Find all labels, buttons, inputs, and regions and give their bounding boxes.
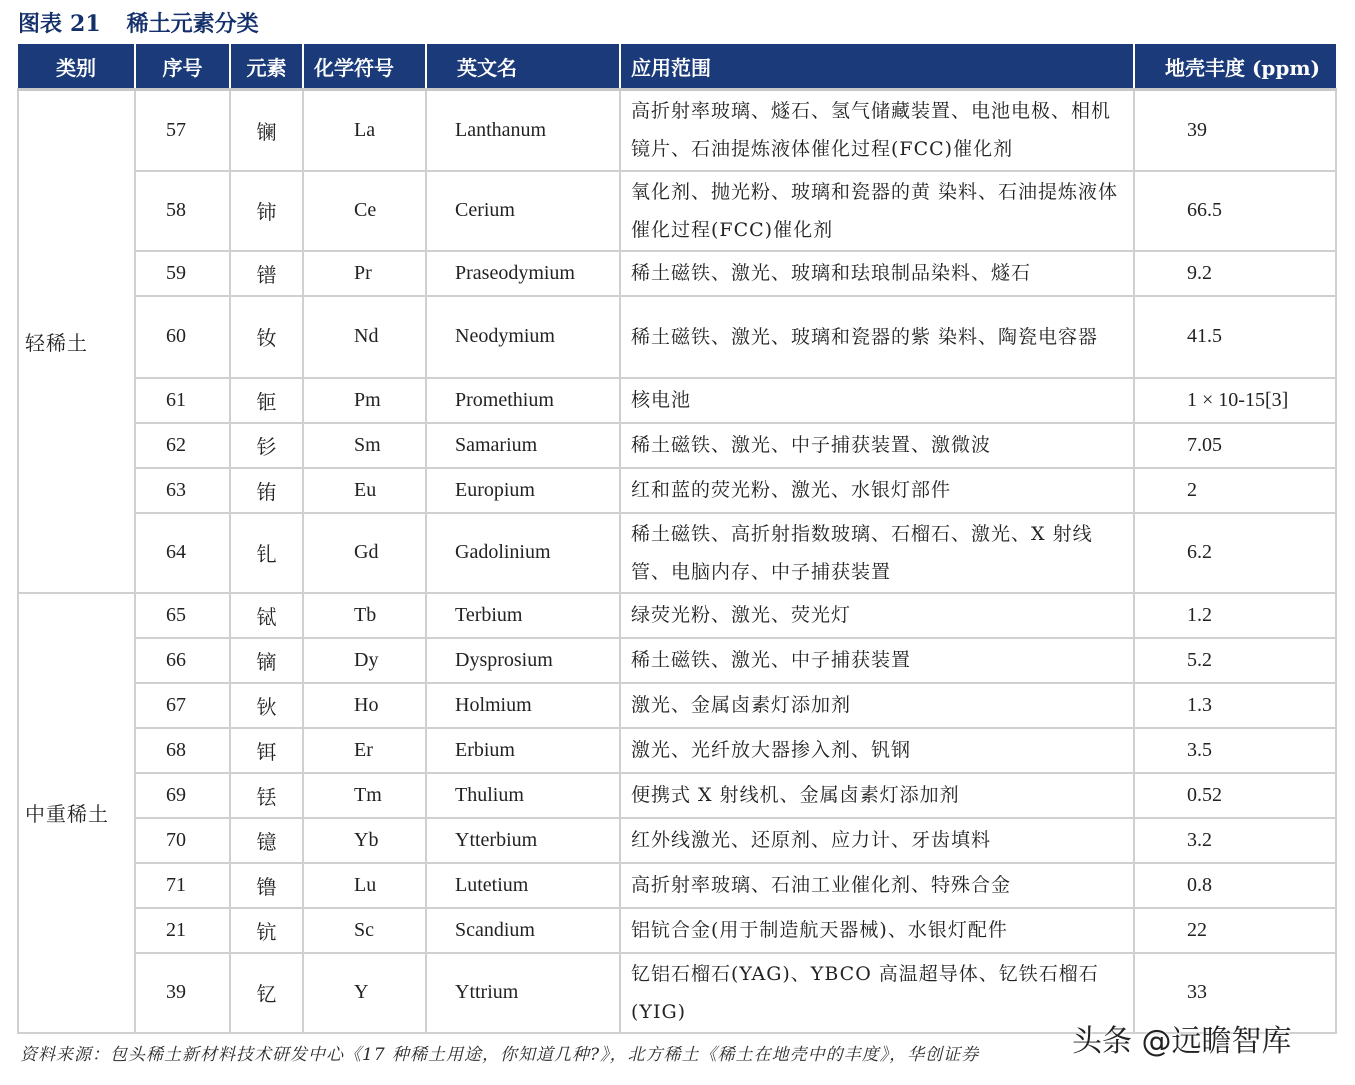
english-name: Erbium — [426, 728, 620, 773]
english-name: Lutetium — [426, 863, 620, 908]
header-element: 元素 — [230, 44, 303, 90]
crustal-abundance: 9.2 — [1134, 251, 1336, 296]
crustal-abundance: 3.5 — [1134, 728, 1336, 773]
figure-title-text: 稀土元素分类 — [126, 11, 259, 37]
chemical-symbol: Tm — [303, 773, 426, 818]
table-row — [18, 683, 1336, 728]
application: 便携式 X 射线机、金属卤素灯添加剂 — [620, 773, 1134, 818]
application: 稀土磁铁、激光、中子捕获装置 — [620, 638, 1134, 683]
table-row — [18, 378, 1336, 423]
application: 钇铝石榴石(YAG)、YBCO 高温超导体、钇铁石榴石(YIG) — [620, 953, 1134, 1033]
atomic-number: 70 — [135, 818, 230, 863]
table-row — [18, 296, 1336, 378]
application: 激光、光纤放大器掺入剂、钒钢 — [620, 728, 1134, 773]
element-char: 钬 — [230, 683, 303, 728]
application: 稀土磁铁、激光、中子捕获装置、激微波 — [620, 423, 1134, 468]
chemical-symbol: Yb — [303, 818, 426, 863]
crustal-abundance: 0.52 — [1134, 773, 1336, 818]
english-name: Gadolinium — [426, 513, 620, 593]
element-char: 铈 — [230, 171, 303, 251]
crustal-abundance: 3.2 — [1134, 818, 1336, 863]
atomic-number: 21 — [135, 908, 230, 953]
element-char: 钇 — [230, 953, 303, 1033]
english-name: Neodymium — [426, 296, 620, 378]
table-row — [18, 90, 1336, 171]
header-symbol: 化学符号 — [303, 44, 426, 90]
table-row — [18, 773, 1336, 818]
table-row — [18, 908, 1336, 953]
chemical-symbol: Er — [303, 728, 426, 773]
application: 红和蓝的荧光粉、激光、水银灯部件 — [620, 468, 1134, 513]
chemical-symbol: Y — [303, 953, 426, 1033]
chemical-symbol: Gd — [303, 513, 426, 593]
table-row — [18, 728, 1336, 773]
element-char: 钕 — [230, 296, 303, 378]
english-name: Terbium — [426, 593, 620, 638]
english-name: Promethium — [426, 378, 620, 423]
atomic-number: 66 — [135, 638, 230, 683]
english-name: Yttrium — [426, 953, 620, 1033]
application: 稀土磁铁、高折射指数玻璃、石榴石、激光、X 射线管、电脑内存、中子捕获装置 — [620, 513, 1134, 593]
crustal-abundance: 1.2 — [1134, 593, 1336, 638]
element-char: 铽 — [230, 593, 303, 638]
category-light: 轻稀土 — [18, 90, 135, 593]
english-name: Dysprosium — [426, 638, 620, 683]
atomic-number: 57 — [135, 90, 230, 171]
table-header-row — [18, 44, 1336, 90]
crustal-abundance: 22 — [1134, 908, 1336, 953]
atomic-number: 68 — [135, 728, 230, 773]
english-name: Scandium — [426, 908, 620, 953]
header-english-name: 英文名 — [426, 44, 620, 90]
application: 高折射率玻璃、燧石、氢气储藏装置、电池电极、相机镜片、石油提炼液体催化过程(FCC)催化剂 — [620, 90, 1134, 171]
element-char: 镥 — [230, 863, 303, 908]
figure-label: 图表 — [18, 11, 63, 37]
crustal-abundance: 2 — [1134, 468, 1336, 513]
chemical-symbol: La — [303, 90, 426, 171]
english-name: Ytterbium — [426, 818, 620, 863]
header-number: 序号 — [135, 44, 230, 90]
application: 氧化剂、抛光粉、玻璃和瓷器的黄 染料、石油提炼液体催化过程(FCC)催化剂 — [620, 171, 1134, 251]
application: 稀土磁铁、激光、玻璃和瓷器的紫 染料、陶瓷电容器 — [620, 296, 1134, 378]
crustal-abundance: 66.5 — [1134, 171, 1336, 251]
application: 铝钪合金(用于制造航天器械)、水银灯配件 — [620, 908, 1134, 953]
english-name: Cerium — [426, 171, 620, 251]
rare-earth-table — [17, 44, 1337, 1034]
table-row — [18, 593, 1336, 638]
atomic-number: 69 — [135, 773, 230, 818]
table-row — [18, 251, 1336, 296]
atomic-number: 59 — [135, 251, 230, 296]
crustal-abundance: 1.3 — [1134, 683, 1336, 728]
application: 红外线激光、还原剂、应力计、牙齿填料 — [620, 818, 1134, 863]
table-row — [18, 171, 1336, 251]
atomic-number: 71 — [135, 863, 230, 908]
english-name: Praseodymium — [426, 251, 620, 296]
english-name: Samarium — [426, 423, 620, 468]
chemical-symbol: Lu — [303, 863, 426, 908]
atomic-number: 64 — [135, 513, 230, 593]
header-application: 应用范围 — [620, 44, 1134, 90]
element-char: 镨 — [230, 251, 303, 296]
element-char: 镧 — [230, 90, 303, 171]
element-char: 钪 — [230, 908, 303, 953]
chemical-symbol: Pm — [303, 378, 426, 423]
header-category: 类别 — [18, 44, 135, 90]
english-name: Holmium — [426, 683, 620, 728]
source-note: 资料来源：包头稀土新材料技术研发中心《17 种稀土用途，你知道几种?》，北方稀土《稀土在地壳中的丰度》，华创证券 — [20, 1045, 980, 1065]
table-row — [18, 468, 1336, 513]
chemical-symbol: Nd — [303, 296, 426, 378]
application: 核电池 — [620, 378, 1134, 423]
atomic-number: 65 — [135, 593, 230, 638]
element-char: 钷 — [230, 378, 303, 423]
atomic-number: 62 — [135, 423, 230, 468]
chemical-symbol: Eu — [303, 468, 426, 513]
table-row — [18, 863, 1336, 908]
chemical-symbol: Dy — [303, 638, 426, 683]
crustal-abundance: 6.2 — [1134, 513, 1336, 593]
chemical-symbol: Sc — [303, 908, 426, 953]
application: 激光、金属卤素灯添加剂 — [620, 683, 1134, 728]
crustal-abundance: 7.05 — [1134, 423, 1336, 468]
figure-title — [18, 6, 259, 42]
atomic-number: 60 — [135, 296, 230, 378]
table-body — [18, 90, 1336, 1033]
element-char: 钆 — [230, 513, 303, 593]
crustal-abundance: 5.2 — [1134, 638, 1336, 683]
table-row — [18, 818, 1336, 863]
crustal-abundance: 41.5 — [1134, 296, 1336, 378]
crustal-abundance: 0.8 — [1134, 863, 1336, 908]
table-row — [18, 423, 1336, 468]
crustal-abundance: 39 — [1134, 90, 1336, 171]
table-row — [18, 638, 1336, 683]
element-char: 铒 — [230, 728, 303, 773]
chemical-symbol: Sm — [303, 423, 426, 468]
crustal-abundance: 33 — [1134, 953, 1336, 1033]
category-heavy: 中重稀土 — [18, 593, 135, 1033]
chemical-symbol: Tb — [303, 593, 426, 638]
atomic-number: 67 — [135, 683, 230, 728]
english-name: Europium — [426, 468, 620, 513]
application: 稀土磁铁、激光、玻璃和珐琅制品染料、燧石 — [620, 251, 1134, 296]
atomic-number: 61 — [135, 378, 230, 423]
element-char: 镱 — [230, 818, 303, 863]
chemical-symbol: Pr — [303, 251, 426, 296]
element-char: 铥 — [230, 773, 303, 818]
figure-number: 21 — [70, 11, 101, 37]
header-abundance: 地壳丰度 (ppm) — [1134, 44, 1336, 90]
watermark: 头条 @远瞻智库 — [1072, 1024, 1292, 1059]
element-char: 镝 — [230, 638, 303, 683]
english-name: Thulium — [426, 773, 620, 818]
atomic-number: 39 — [135, 953, 230, 1033]
application: 高折射率玻璃、石油工业催化剂、特殊合金 — [620, 863, 1134, 908]
chemical-symbol: Ho — [303, 683, 426, 728]
english-name: Lanthanum — [426, 90, 620, 171]
atomic-number: 63 — [135, 468, 230, 513]
application: 绿荧光粉、激光、荧光灯 — [620, 593, 1134, 638]
atomic-number: 58 — [135, 171, 230, 251]
crustal-abundance: 1 × 10-15[3] — [1134, 378, 1336, 423]
chemical-symbol: Ce — [303, 171, 426, 251]
element-char: 钐 — [230, 423, 303, 468]
table-row — [18, 513, 1336, 593]
element-char: 铕 — [230, 468, 303, 513]
